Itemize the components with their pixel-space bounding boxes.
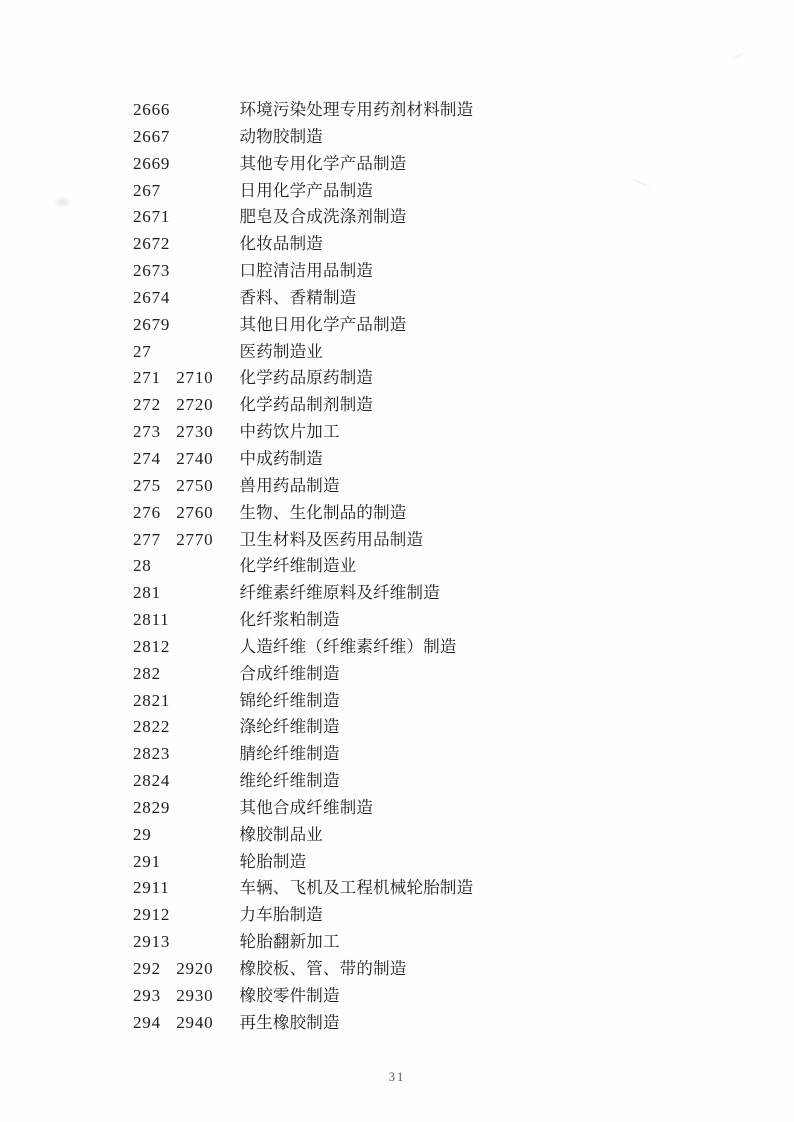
table-row bbox=[0, 419, 794, 446]
table-row bbox=[0, 929, 794, 956]
table-row bbox=[0, 875, 794, 902]
table-row bbox=[0, 231, 794, 258]
industry-code-secondary: 2770 bbox=[176, 529, 214, 549]
industry-name: 橡胶板、管、带的制造 bbox=[239, 959, 407, 978]
industry-code-primary: 2913 bbox=[133, 932, 171, 952]
table-row bbox=[0, 392, 794, 419]
industry-name: 橡胶零件制造 bbox=[239, 985, 340, 1005]
table-row bbox=[0, 822, 794, 849]
industry-name: 香料、香精制造 bbox=[239, 287, 357, 307]
table-row bbox=[0, 1010, 794, 1037]
table-row bbox=[0, 97, 794, 124]
industry-code-secondary: 2760 bbox=[176, 502, 214, 522]
industry-name: 化学纤维制造业 bbox=[239, 556, 357, 576]
industry-code-primary: 274 bbox=[133, 448, 161, 468]
industry-name: 维纶纤维制造 bbox=[239, 771, 340, 791]
table-row bbox=[0, 473, 794, 500]
industry-code-primary: 2672 bbox=[133, 234, 171, 254]
industry-name: 化妆品制造 bbox=[239, 234, 323, 254]
industry-name: 动物胶制造 bbox=[239, 126, 323, 146]
industry-code-primary: 2812 bbox=[133, 636, 171, 656]
table-row bbox=[0, 741, 794, 768]
page-number: 31 bbox=[388, 1070, 406, 1084]
industry-code-primary: 2811 bbox=[133, 610, 170, 630]
industry-name: 其他合成纤维制造 bbox=[239, 797, 374, 817]
industry-code-primary: 2674 bbox=[133, 287, 171, 307]
table-row bbox=[0, 902, 794, 929]
industry-name: 中成药制造 bbox=[239, 448, 323, 468]
industry-code-primary: 2673 bbox=[133, 261, 171, 281]
industry-code-primary: 29 bbox=[133, 824, 152, 844]
industry-code-primary: 2667 bbox=[133, 126, 171, 146]
industry-code-primary: 293 bbox=[133, 985, 161, 1005]
industry-code-primary: 272 bbox=[133, 395, 161, 415]
industry-code-primary: 276 bbox=[133, 502, 161, 522]
table-row bbox=[0, 607, 794, 634]
scan-artifact bbox=[731, 51, 746, 61]
industry-code-primary: 2823 bbox=[133, 744, 171, 764]
industry-code-primary: 2822 bbox=[133, 717, 171, 737]
industry-code-primary: 2824 bbox=[133, 771, 171, 791]
industry-name: 日用化学产品制造 bbox=[239, 180, 374, 200]
industry-name: 化学药品制剂制造 bbox=[239, 395, 374, 415]
industry-name: 轮胎翻新加工 bbox=[239, 932, 340, 952]
industry-name: 锦纶纤维制造 bbox=[239, 690, 340, 710]
industry-name: 轮胎制造 bbox=[239, 851, 307, 871]
table-row bbox=[0, 204, 794, 231]
table-row bbox=[0, 312, 794, 339]
industry-code-primary: 2911 bbox=[133, 878, 170, 898]
table-row bbox=[0, 956, 794, 983]
industry-code-primary: 292 bbox=[133, 959, 161, 978]
industry-name: 车辆、飞机及工程机械轮胎制造 bbox=[239, 878, 474, 898]
table-row bbox=[0, 178, 794, 205]
classification-list bbox=[0, 97, 794, 1037]
industry-code-primary: 2829 bbox=[133, 797, 171, 817]
industry-name: 化纤浆粕制造 bbox=[239, 610, 340, 630]
industry-code-primary: 27 bbox=[133, 341, 152, 361]
industry-code-primary: 2671 bbox=[133, 207, 171, 227]
industry-name: 其他日用化学产品制造 bbox=[239, 314, 407, 334]
industry-name: 兽用药品制造 bbox=[239, 475, 340, 495]
table-row bbox=[0, 151, 794, 178]
industry-name: 合成纤维制造 bbox=[239, 663, 340, 683]
industry-name: 再生橡胶制造 bbox=[239, 1012, 340, 1032]
table-row bbox=[0, 661, 794, 688]
table-row bbox=[0, 365, 794, 392]
table-row bbox=[0, 768, 794, 795]
industry-name: 人造纤维（纤维素纤维）制造 bbox=[239, 636, 457, 656]
industry-code-secondary: 2740 bbox=[176, 448, 214, 468]
table-row bbox=[0, 688, 794, 715]
industry-name: 其他专用化学产品制造 bbox=[239, 153, 407, 173]
industry-name: 卫生材料及医药用品制造 bbox=[239, 529, 424, 549]
industry-code-primary: 2666 bbox=[133, 100, 171, 119]
industry-code-primary: 28 bbox=[133, 556, 152, 576]
table-row bbox=[0, 553, 794, 580]
industry-code-primary: 2912 bbox=[133, 905, 171, 925]
table-row bbox=[0, 983, 794, 1010]
industry-code-primary: 281 bbox=[133, 583, 161, 603]
table-row bbox=[0, 634, 794, 661]
industry-name: 力车胎制造 bbox=[239, 905, 323, 925]
industry-code-secondary: 2920 bbox=[176, 959, 214, 978]
table-row bbox=[0, 285, 794, 312]
industry-code-primary: 294 bbox=[133, 1012, 161, 1032]
industry-code-primary: 273 bbox=[133, 422, 161, 442]
industry-code-primary: 271 bbox=[133, 368, 161, 388]
industry-name: 腈纶纤维制造 bbox=[239, 744, 340, 764]
table-row bbox=[0, 795, 794, 822]
industry-name: 生物、生化制品的制造 bbox=[239, 502, 407, 522]
industry-code-secondary: 2940 bbox=[176, 1012, 214, 1032]
table-row bbox=[0, 714, 794, 741]
table-row bbox=[0, 527, 794, 554]
industry-name: 纤维素纤维原料及纤维制造 bbox=[239, 583, 440, 603]
industry-code-secondary: 2730 bbox=[176, 422, 214, 442]
table-row bbox=[0, 580, 794, 607]
industry-code-secondary: 2750 bbox=[176, 475, 214, 495]
industry-name: 橡胶制品业 bbox=[239, 824, 323, 844]
industry-name: 肥皂及合成洗涤剂制造 bbox=[239, 207, 407, 227]
industry-name: 医药制造业 bbox=[239, 341, 323, 361]
table-row bbox=[0, 339, 794, 366]
industry-code-primary: 267 bbox=[133, 180, 161, 200]
industry-name: 涤纶纤维制造 bbox=[239, 717, 340, 737]
table-row bbox=[0, 849, 794, 876]
table-row bbox=[0, 258, 794, 285]
industry-code-secondary: 2720 bbox=[176, 395, 214, 415]
industry-code-primary: 2821 bbox=[133, 690, 171, 710]
industry-code-primary: 2669 bbox=[133, 153, 171, 173]
industry-name: 化学药品原药制造 bbox=[239, 368, 374, 388]
industry-code-secondary: 2710 bbox=[176, 368, 214, 388]
table-row bbox=[0, 124, 794, 151]
industry-name: 口腔清洁用品制造 bbox=[239, 261, 374, 281]
industry-code-primary: 277 bbox=[133, 529, 161, 549]
industry-name: 中药饮片加工 bbox=[239, 422, 340, 442]
table-row bbox=[0, 446, 794, 473]
industry-name: 环境污染处理专用药剂材料制造 bbox=[239, 100, 474, 119]
industry-code-primary: 275 bbox=[133, 475, 161, 495]
industry-code-primary: 282 bbox=[133, 663, 161, 683]
industry-code-primary: 2679 bbox=[133, 314, 171, 334]
industry-code-secondary: 2930 bbox=[176, 985, 214, 1005]
table-row bbox=[0, 500, 794, 527]
industry-code-primary: 291 bbox=[133, 851, 161, 871]
